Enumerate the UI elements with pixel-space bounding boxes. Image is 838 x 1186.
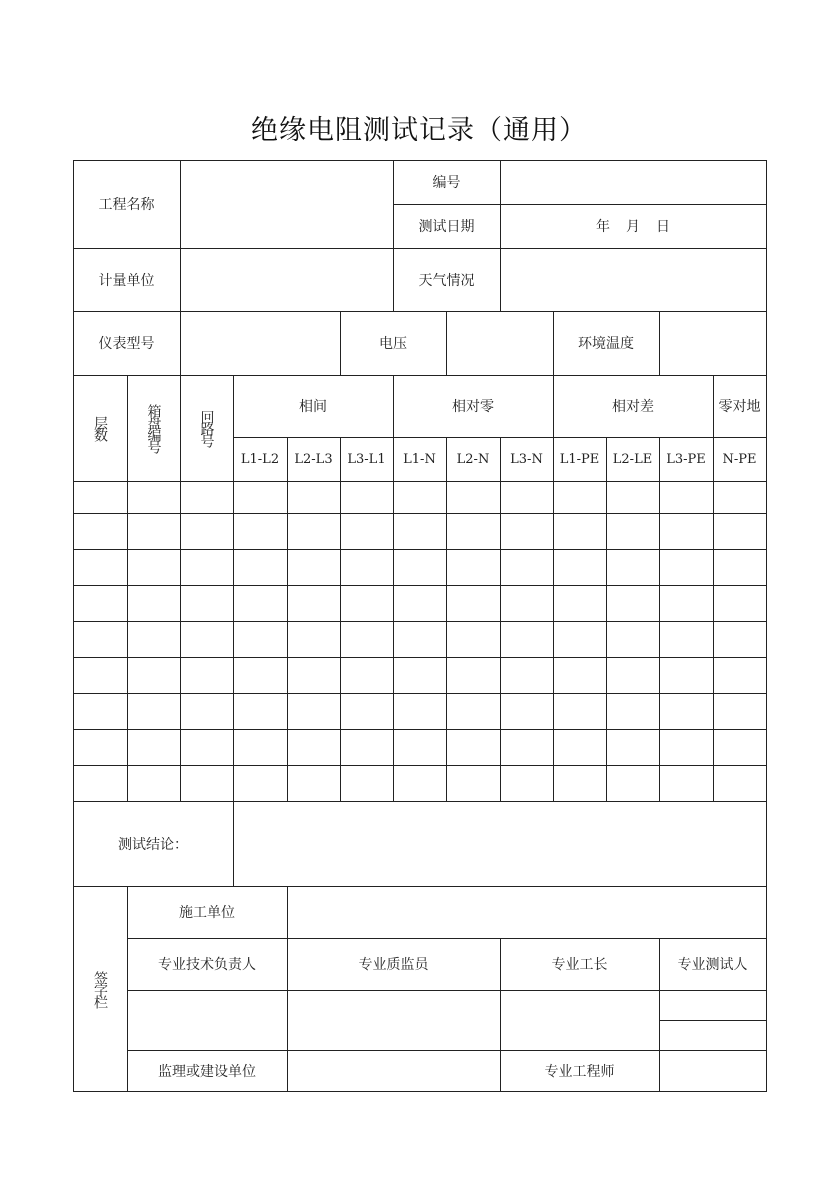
table-cell[interactable]: [713, 481, 766, 513]
engineer-field[interactable]: [659, 1050, 766, 1091]
subcolumn-header-text: L2-N: [456, 451, 490, 467]
table-cell[interactable]: [500, 513, 553, 549]
table-cell[interactable]: [340, 549, 393, 585]
grid-line-v: [446, 311, 447, 376]
grid-line-v: [713, 375, 714, 802]
table-cell[interactable]: [127, 729, 180, 765]
weather-label-text: 天气情况: [418, 272, 475, 289]
table-cell[interactable]: [73, 549, 127, 585]
grid-line-v: [500, 938, 501, 1092]
grid-line-v: [606, 437, 607, 802]
table-cell[interactable]: [287, 513, 340, 549]
col-circuit-header: [180, 375, 233, 481]
signature-section-label-text: 签字栏: [92, 970, 108, 1007]
grid-line-v: [393, 375, 394, 802]
table-cell[interactable]: [500, 657, 553, 693]
table-cell[interactable]: [233, 657, 287, 693]
table-cell[interactable]: [127, 693, 180, 729]
project-name-label-text: 工程名称: [98, 197, 155, 213]
signature-role-label: [659, 938, 766, 990]
table-cell[interactable]: [446, 585, 500, 621]
table-cell[interactable]: [180, 657, 233, 693]
grid-line-h: [73, 160, 767, 161]
table-cell[interactable]: [233, 585, 287, 621]
table-cell[interactable]: [659, 765, 713, 801]
table-cell[interactable]: [127, 481, 180, 513]
table-cell[interactable]: [127, 621, 180, 657]
subcolumn-header: [606, 437, 659, 481]
subcolumn-header-text: L1-PE: [559, 451, 600, 467]
table-cell[interactable]: [180, 513, 233, 549]
table-cell[interactable]: [73, 585, 127, 621]
table-cell[interactable]: [659, 513, 713, 549]
grid-line-h: [127, 990, 767, 991]
table-cell[interactable]: [446, 621, 500, 657]
table-cell[interactable]: [553, 549, 606, 585]
table-cell[interactable]: [553, 513, 606, 549]
grid-line-h: [73, 801, 767, 802]
table-cell[interactable]: [553, 621, 606, 657]
grid-line-v: [127, 886, 128, 1092]
signature-field[interactable]: [659, 1020, 766, 1050]
signature-role-label-text: 专业质监员: [358, 957, 429, 973]
table-cell[interactable]: [393, 693, 446, 729]
table-cell[interactable]: [127, 585, 180, 621]
table-cell[interactable]: [340, 513, 393, 549]
grid-line-v: [766, 160, 767, 1092]
supervision-field[interactable]: [287, 1050, 500, 1091]
grid-line-v: [127, 375, 128, 802]
table-cell[interactable]: [393, 729, 446, 765]
table-cell[interactable]: [180, 765, 233, 801]
table-cell[interactable]: [393, 765, 446, 801]
grid-line-h: [73, 765, 767, 766]
table-cell[interactable]: [659, 621, 713, 657]
table-cell[interactable]: [73, 729, 127, 765]
grid-line-h: [73, 886, 767, 887]
table-cell[interactable]: [287, 765, 340, 801]
signature-role-label: [287, 938, 500, 990]
grid-line-v: [659, 938, 660, 1092]
signature-role-label-text: 专业工长: [551, 957, 608, 973]
table-cell[interactable]: [659, 729, 713, 765]
table-cell[interactable]: [393, 585, 446, 621]
grid-line-v: [180, 311, 181, 376]
page-title: 绝缘电阻测试记录（通用）: [251, 115, 587, 146]
weather-field[interactable]: [500, 248, 766, 311]
table-cell[interactable]: [659, 549, 713, 585]
test-date-label-text: 测试日期: [418, 219, 475, 235]
grid-line-v: [73, 160, 74, 1092]
signature-role-label-text: 专业技术负责人: [158, 957, 256, 973]
signature-field[interactable]: [287, 990, 500, 1050]
grid-line-h: [73, 311, 767, 312]
test-date-label: [393, 204, 500, 248]
unit-label-text: 计量单位: [98, 272, 155, 289]
table-cell[interactable]: [713, 513, 766, 549]
table-cell[interactable]: [500, 549, 553, 585]
group-header-text: 相对差: [612, 399, 654, 415]
table-cell[interactable]: [606, 729, 659, 765]
grid-line-v: [659, 311, 660, 376]
meter-model-label-text: 仪表型号: [98, 336, 155, 352]
table-cell[interactable]: [73, 693, 127, 729]
table-cell[interactable]: [553, 729, 606, 765]
construction-unit-field[interactable]: [287, 886, 766, 938]
table-cell[interactable]: [73, 621, 127, 657]
grid-line-v: [500, 160, 501, 312]
grid-line-h: [393, 204, 767, 205]
table-cell[interactable]: [713, 657, 766, 693]
table-cell[interactable]: [659, 585, 713, 621]
table-cell[interactable]: [500, 765, 553, 801]
table-cell[interactable]: [287, 693, 340, 729]
table-cell[interactable]: [233, 513, 287, 549]
supervision-label: [127, 1050, 287, 1091]
subcolumn-header-text: N-PE: [722, 451, 757, 467]
subcolumn-header-text: L3-N: [510, 451, 543, 467]
subcolumn-header-text: L3-PE: [666, 451, 706, 467]
voltage-field[interactable]: [446, 311, 553, 375]
table-cell[interactable]: [233, 729, 287, 765]
table-cell[interactable]: [127, 549, 180, 585]
group-header-text: 相间: [299, 399, 327, 415]
table-cell[interactable]: [340, 657, 393, 693]
grid-line-h: [73, 1091, 767, 1092]
table-cell[interactable]: [713, 693, 766, 729]
test-date-month: 月: [626, 219, 640, 235]
table-cell[interactable]: [606, 513, 659, 549]
table-cell[interactable]: [446, 549, 500, 585]
table-cell[interactable]: [73, 765, 127, 801]
subcolumn-header: [340, 437, 393, 481]
construction-unit-label: [127, 886, 287, 938]
grid-line-h: [73, 549, 767, 550]
meter-model-field[interactable]: [180, 311, 340, 375]
table-cell[interactable]: [233, 693, 287, 729]
table-cell[interactable]: [180, 481, 233, 513]
signature-field[interactable]: [659, 990, 766, 1020]
table-cell[interactable]: [287, 549, 340, 585]
grid-line-v: [180, 375, 181, 802]
table-cell[interactable]: [606, 621, 659, 657]
table-cell[interactable]: [287, 621, 340, 657]
conclusion-field[interactable]: [233, 801, 766, 886]
table-cell[interactable]: [180, 585, 233, 621]
subcolumn-header: [287, 437, 340, 481]
table-cell[interactable]: [659, 693, 713, 729]
signature-role-label: [127, 938, 287, 990]
table-cell[interactable]: [233, 621, 287, 657]
table-cell[interactable]: [180, 729, 233, 765]
subcolumn-header: [553, 437, 606, 481]
table-cell[interactable]: [659, 657, 713, 693]
col-circuit-header-text: 回路号: [198, 410, 215, 446]
subcolumn-header: [446, 437, 500, 481]
grid-line-h: [73, 481, 767, 482]
table-cell[interactable]: [446, 693, 500, 729]
grid-line-h: [73, 621, 767, 622]
subcolumn-header: [393, 437, 446, 481]
group-header-text: 相对零: [452, 399, 494, 415]
table-cell[interactable]: [233, 765, 287, 801]
grid-line-v: [446, 437, 447, 802]
table-cell[interactable]: [713, 621, 766, 657]
signature-role-label: [500, 938, 659, 990]
supervision-label-text: 监理或建设单位: [158, 1063, 256, 1080]
subcolumn-header: [500, 437, 553, 481]
signature-role-label-text: 专业测试人: [677, 957, 748, 973]
table-cell[interactable]: [393, 481, 446, 513]
table-cell[interactable]: [553, 481, 606, 513]
subcolumn-header-text: L3-L1: [347, 451, 386, 467]
col-box-header-text: 箱盘编号: [145, 404, 162, 452]
group-header-text: 零对地: [718, 399, 761, 415]
grid-line-h: [73, 729, 767, 730]
table-cell[interactable]: [659, 481, 713, 513]
subcolumn-header-text: L1-N: [403, 451, 436, 467]
voltage-label-text: 电压: [379, 336, 407, 352]
test-date-year: 年: [596, 219, 610, 235]
temperature-label: [553, 311, 659, 375]
table-cell[interactable]: [180, 693, 233, 729]
temperature-field[interactable]: [659, 311, 766, 375]
table-cell[interactable]: [713, 729, 766, 765]
subcolumn-header: [233, 437, 287, 481]
grid-line-v: [553, 311, 554, 376]
grid-line-v: [180, 160, 181, 312]
table-cell[interactable]: [606, 765, 659, 801]
serial-label: [393, 160, 500, 204]
table-cell[interactable]: [340, 693, 393, 729]
table-cell[interactable]: [73, 513, 127, 549]
grid-line-v: [287, 886, 288, 991]
table-cell[interactable]: [340, 729, 393, 765]
table-cell[interactable]: [393, 657, 446, 693]
col-box-header: [127, 375, 180, 481]
group-header: [713, 375, 766, 437]
grid-line-v: [393, 160, 394, 312]
grid-line-h: [73, 248, 767, 249]
table-cell[interactable]: [553, 693, 606, 729]
table-cell[interactable]: [340, 481, 393, 513]
table-cell[interactable]: [446, 765, 500, 801]
table-cell[interactable]: [127, 657, 180, 693]
group-header: [393, 375, 553, 437]
signature-field[interactable]: [127, 990, 287, 1050]
table-cell[interactable]: [127, 765, 180, 801]
table-cell[interactable]: [713, 765, 766, 801]
table-cell[interactable]: [553, 657, 606, 693]
table-cell[interactable]: [340, 765, 393, 801]
table-cell[interactable]: [287, 729, 340, 765]
table-cell[interactable]: [73, 657, 127, 693]
table-cell[interactable]: [287, 657, 340, 693]
table-cell[interactable]: [180, 621, 233, 657]
grid-line-h: [73, 513, 767, 514]
table-cell[interactable]: [127, 513, 180, 549]
table-cell[interactable]: [553, 765, 606, 801]
grid-line-v: [287, 437, 288, 802]
test-date-day: 日: [656, 219, 670, 235]
subcolumn-header: [713, 437, 766, 481]
grid-line-h: [659, 1020, 767, 1021]
table-cell[interactable]: [446, 513, 500, 549]
weather-label: [393, 248, 500, 311]
table-cell[interactable]: [606, 657, 659, 693]
subcolumn-header-text: L2-LE: [612, 451, 653, 467]
table-cell[interactable]: [713, 549, 766, 585]
grid-line-h: [73, 657, 767, 658]
table-cell[interactable]: [500, 585, 553, 621]
project-name-label: [73, 160, 180, 248]
grid-line-v: [233, 375, 234, 887]
voltage-label: [340, 311, 446, 375]
table-cell[interactable]: [500, 621, 553, 657]
table-cell[interactable]: [287, 585, 340, 621]
table-cell[interactable]: [606, 693, 659, 729]
table-cell[interactable]: [393, 549, 446, 585]
table-cell[interactable]: [713, 585, 766, 621]
group-header: [233, 375, 393, 437]
table-cell[interactable]: [287, 481, 340, 513]
grid-line-v: [553, 375, 554, 802]
table-cell[interactable]: [606, 481, 659, 513]
grid-line-h: [73, 693, 767, 694]
table-cell[interactable]: [340, 585, 393, 621]
col-floor-header: [73, 375, 127, 481]
grid-line-v: [659, 437, 660, 802]
grid-line-v: [340, 437, 341, 802]
serial-field[interactable]: [500, 160, 766, 204]
temperature-label-text: 环境温度: [578, 336, 634, 352]
table-cell[interactable]: [606, 549, 659, 585]
grid-line-v: [500, 437, 501, 802]
grid-line-v: [287, 990, 288, 1092]
subcolumn-header-text: L2-L3: [294, 451, 333, 467]
table-cell[interactable]: [393, 513, 446, 549]
test-date-field[interactable]: [500, 204, 766, 248]
table-cell[interactable]: [500, 481, 553, 513]
table-cell[interactable]: [553, 585, 606, 621]
table-cell[interactable]: [446, 481, 500, 513]
signature-field[interactable]: [500, 990, 659, 1050]
table-cell[interactable]: [446, 729, 500, 765]
subcolumn-header-text: L1-L2: [240, 451, 280, 467]
subcolumn-header: [659, 437, 713, 481]
grid-line-h: [73, 375, 767, 376]
table-cell[interactable]: [500, 693, 553, 729]
conclusion-label-text: 测试结论：: [118, 836, 188, 853]
unit-label: [73, 248, 180, 311]
grid-line-v: [340, 311, 341, 376]
project-name-field[interactable]: [180, 160, 393, 248]
table-cell[interactable]: [500, 729, 553, 765]
group-header: [553, 375, 713, 437]
engineer-label-text: 专业工程师: [544, 1063, 615, 1080]
unit-field[interactable]: [180, 248, 393, 311]
col-floor-header-text: 层数: [92, 416, 108, 440]
signature-section-label: [73, 886, 127, 1091]
grid-line-h: [127, 1050, 767, 1051]
grid-line-h: [127, 938, 767, 939]
table-cell[interactable]: [180, 549, 233, 585]
meter-model-label: [73, 311, 180, 375]
table-cell[interactable]: [340, 621, 393, 657]
serial-label-text: 编号: [432, 175, 461, 191]
table-cell[interactable]: [73, 481, 127, 513]
table-cell[interactable]: [233, 549, 287, 585]
conclusion-label: [73, 801, 233, 886]
table-cell[interactable]: [393, 621, 446, 657]
construction-unit-label-text: 施工单位: [179, 905, 235, 921]
table-cell[interactable]: [606, 585, 659, 621]
grid-line-h: [73, 585, 767, 586]
engineer-label: [500, 1050, 659, 1091]
table-cell[interactable]: [233, 481, 287, 513]
table-cell[interactable]: [446, 657, 500, 693]
